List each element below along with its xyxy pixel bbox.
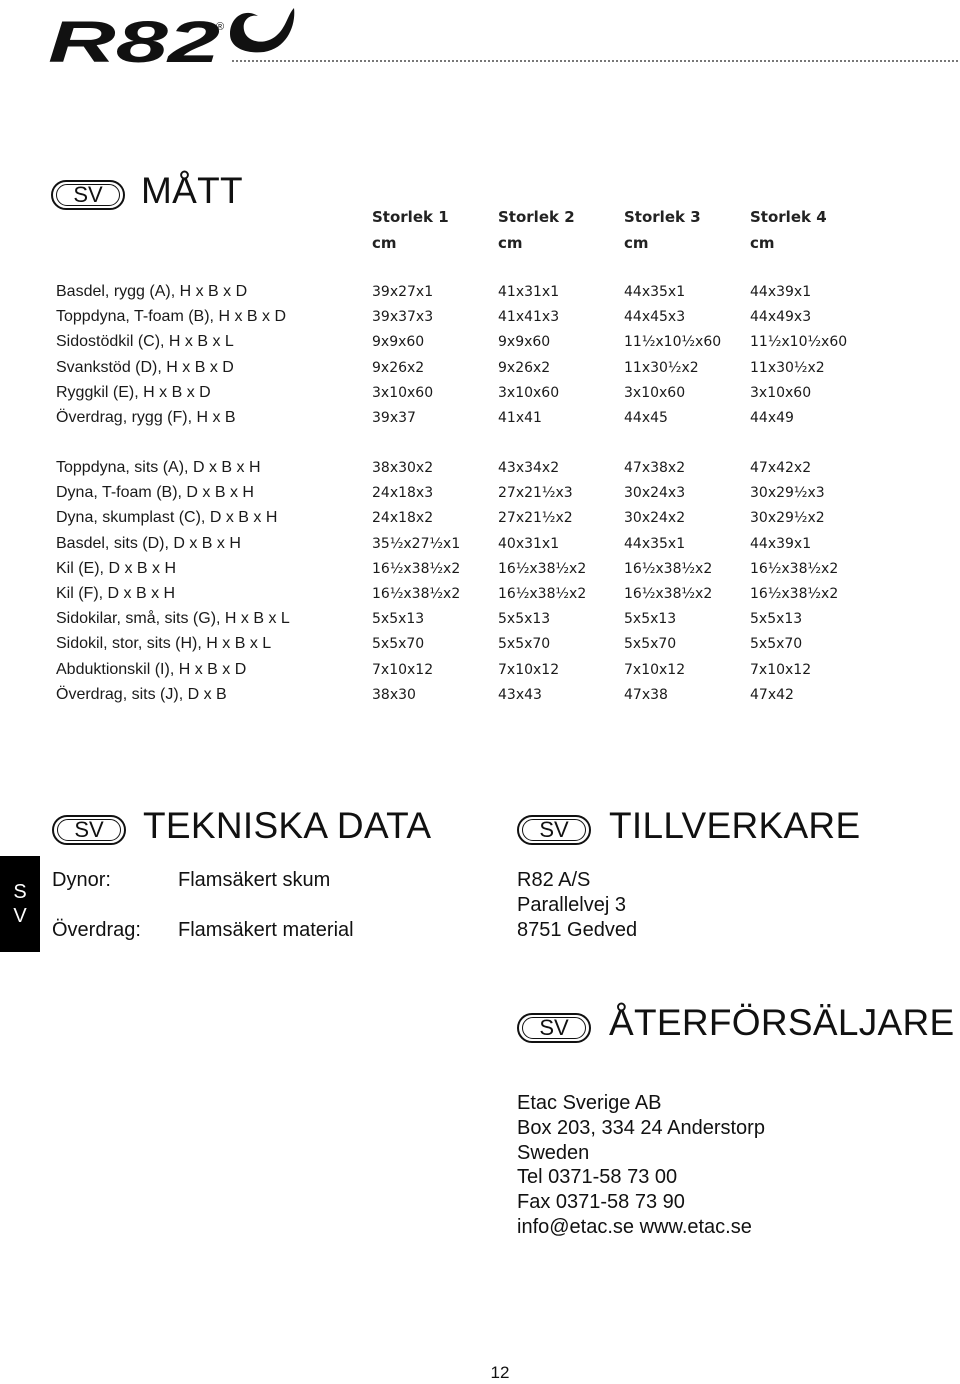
table-cell: 38x30x2 xyxy=(372,460,434,476)
table-cell: 43x34x2 xyxy=(498,460,560,476)
language-badge: SV xyxy=(517,1013,591,1043)
table-cell: 41x31x1 xyxy=(498,284,560,300)
row-label: Basdel, rygg (A), H x B x D xyxy=(56,283,248,300)
table-cell: 5x5x13 xyxy=(372,611,425,627)
table-cell: 11x30½x2 xyxy=(624,360,699,376)
header-divider xyxy=(232,60,958,62)
table-cell: 27x21½x3 xyxy=(498,485,573,501)
table-cell: 30x29½x2 xyxy=(750,510,825,526)
table-cell: 39x37 xyxy=(372,410,416,426)
table-cell: 7x10x12 xyxy=(750,662,812,678)
row-label: Sidokil, stor, sits (H), H x B x L xyxy=(56,635,272,652)
table-cell: 3x10x60 xyxy=(372,385,434,401)
table-cell: 30x29½x3 xyxy=(750,485,825,501)
logo-swirl-icon xyxy=(230,8,294,52)
table-cell: 5x5x13 xyxy=(624,611,677,627)
row-label: Överdrag, rygg (F), H x B xyxy=(56,409,236,426)
table-cell: 9x9x60 xyxy=(498,334,551,350)
table-cell: 5x5x13 xyxy=(498,611,551,627)
table-cell: 3x10x60 xyxy=(498,385,560,401)
row-label: Ryggkil (E), H x B x D xyxy=(56,384,211,401)
table-cell: 5x5x70 xyxy=(624,636,677,652)
table-cell: 16½x38½x2 xyxy=(624,561,713,577)
tekniska-data-heading: TEKNISKA DATA xyxy=(143,805,432,846)
table-cell: 47x38x2 xyxy=(624,460,686,476)
table-cell: 41x41x3 xyxy=(498,309,560,325)
dealer-line: info@etac.se www.etac.se xyxy=(517,1216,752,1238)
row-label: Kil (E), D x B x H xyxy=(56,560,177,577)
table-cell: 16½x38½x2 xyxy=(372,561,461,577)
table-cell: 39x37x3 xyxy=(372,309,434,325)
table-cell: 16½x38½x2 xyxy=(750,586,839,602)
row-label: Sidokilar, små, sits (G), H x B x L xyxy=(56,610,290,627)
table-cell: 24x18x3 xyxy=(372,485,434,501)
table-cell: 39x27x1 xyxy=(372,284,434,300)
table-cell: 3x10x60 xyxy=(750,385,812,401)
table-cell: 24x18x2 xyxy=(372,510,434,526)
tech-label: Överdrag: xyxy=(52,919,141,941)
table-cell: 5x5x70 xyxy=(498,636,551,652)
language-side-tab xyxy=(0,856,40,952)
table-cell: 30x24x2 xyxy=(624,510,686,526)
language-badge: SV xyxy=(51,180,125,210)
dealer-line: Box 203, 334 24 Anderstorp xyxy=(517,1117,765,1139)
row-label: Dyna, T-foam (B), D x B x H xyxy=(56,484,254,501)
table-cell: 7x10x12 xyxy=(372,662,434,678)
table-cell: 5x5x70 xyxy=(750,636,803,652)
table-cell: 16½x38½x2 xyxy=(750,561,839,577)
row-label: Abduktionskil (I), H x B x D xyxy=(56,661,247,678)
logo-wordmark: R82 xyxy=(48,10,220,66)
column-unit: cm xyxy=(498,234,523,252)
manufacturer-line: 8751 Gedved xyxy=(517,919,638,941)
table-cell: 16½x38½x2 xyxy=(372,586,461,602)
page-number: 12 xyxy=(490,1363,510,1382)
row-label: Svankstöd (D), H x B x D xyxy=(56,359,234,376)
table-cell: 30x24x3 xyxy=(624,485,686,501)
table-cell: 44x45x3 xyxy=(624,309,686,325)
manufacturer-line: R82 A/S xyxy=(517,869,591,891)
table-cell: 44x35x1 xyxy=(624,536,686,552)
table-cell: 44x45 xyxy=(624,410,668,426)
table-cell: 35½x27½x1 xyxy=(372,536,461,552)
column-header: Storlek 4 xyxy=(750,208,827,226)
table-cell: 9x9x60 xyxy=(372,334,425,350)
dealer-line: Etac Sverige AB xyxy=(517,1092,662,1114)
table-cell: 47x42 xyxy=(750,687,794,703)
dealer-line: Tel 0371-58 73 00 xyxy=(517,1166,678,1188)
manufacturer-line: Parallelvej 3 xyxy=(517,894,626,916)
table-cell: 40x31x1 xyxy=(498,536,560,552)
table-cell: 9x26x2 xyxy=(372,360,425,376)
table-cell: 44x39x1 xyxy=(750,536,812,552)
side-tab-letter: V xyxy=(13,905,27,927)
language-badge: SV xyxy=(517,815,591,845)
table-cell: 16½x38½x2 xyxy=(498,586,587,602)
table-cell: 44x39x1 xyxy=(750,284,812,300)
table-cell: 41x41 xyxy=(498,410,542,426)
table-cell: 16½x38½x2 xyxy=(498,561,587,577)
r82-logo xyxy=(48,4,298,66)
table-cell: 47x42x2 xyxy=(750,460,812,476)
side-tab-letter: S xyxy=(13,881,27,903)
table-cell: 44x49x3 xyxy=(750,309,812,325)
column-header: Storlek 1 xyxy=(372,208,449,226)
column-header: Storlek 3 xyxy=(624,208,701,226)
table-cell: 27x21½x2 xyxy=(498,510,573,526)
table-cell: 7x10x12 xyxy=(498,662,560,678)
column-header: Storlek 2 xyxy=(498,208,575,226)
aterforsaljare-heading: ÅTERFÖRSÄLJARE xyxy=(609,1002,955,1043)
table-cell: 44x35x1 xyxy=(624,284,686,300)
matt-heading: MÅTT xyxy=(141,170,243,211)
column-unit: cm xyxy=(624,234,649,252)
column-unit: cm xyxy=(372,234,397,252)
table-cell: 16½x38½x2 xyxy=(624,586,713,602)
language-badge: SV xyxy=(52,815,126,845)
table-cell: 11½x10½x60 xyxy=(624,334,722,350)
tech-label: Dynor: xyxy=(52,869,111,891)
table-cell: 7x10x12 xyxy=(624,662,686,678)
table-cell: 5x5x13 xyxy=(750,611,803,627)
table-cell: 44x49 xyxy=(750,410,794,426)
table-cell: 11x30½x2 xyxy=(750,360,825,376)
row-label: Överdrag, sits (J), D x B xyxy=(56,686,227,703)
table-cell: 38x30 xyxy=(372,687,416,703)
table-cell: 5x5x70 xyxy=(372,636,425,652)
column-unit: cm xyxy=(750,234,775,252)
registered-mark: ® xyxy=(216,21,225,33)
table-cell: 47x38 xyxy=(624,687,668,703)
row-label: Kil (F), D x B x H xyxy=(56,585,176,602)
dealer-line: Sweden xyxy=(517,1142,590,1164)
tillverkare-heading: TILLVERKARE xyxy=(609,805,861,846)
table-cell: 9x26x2 xyxy=(498,360,551,376)
table-cell: 3x10x60 xyxy=(624,385,686,401)
row-label: Basdel, sits (D), D x B x H xyxy=(56,535,241,552)
dealer-line: Fax 0371-58 73 90 xyxy=(517,1191,685,1213)
tech-value: Flamsäkert skum xyxy=(178,869,331,891)
table-cell: 11½x10½x60 xyxy=(750,334,848,350)
table-cell: 43x43 xyxy=(498,687,542,703)
row-label: Dyna, skumplast (C), D x B x H xyxy=(56,509,278,526)
row-label: Toppdyna, T-foam (B), H x B x D xyxy=(56,308,287,325)
row-label: Sidostödkil (C), H x B x L xyxy=(56,333,234,350)
tech-value: Flamsäkert material xyxy=(178,919,354,941)
row-label: Toppdyna, sits (A), D x B x H xyxy=(56,459,261,476)
